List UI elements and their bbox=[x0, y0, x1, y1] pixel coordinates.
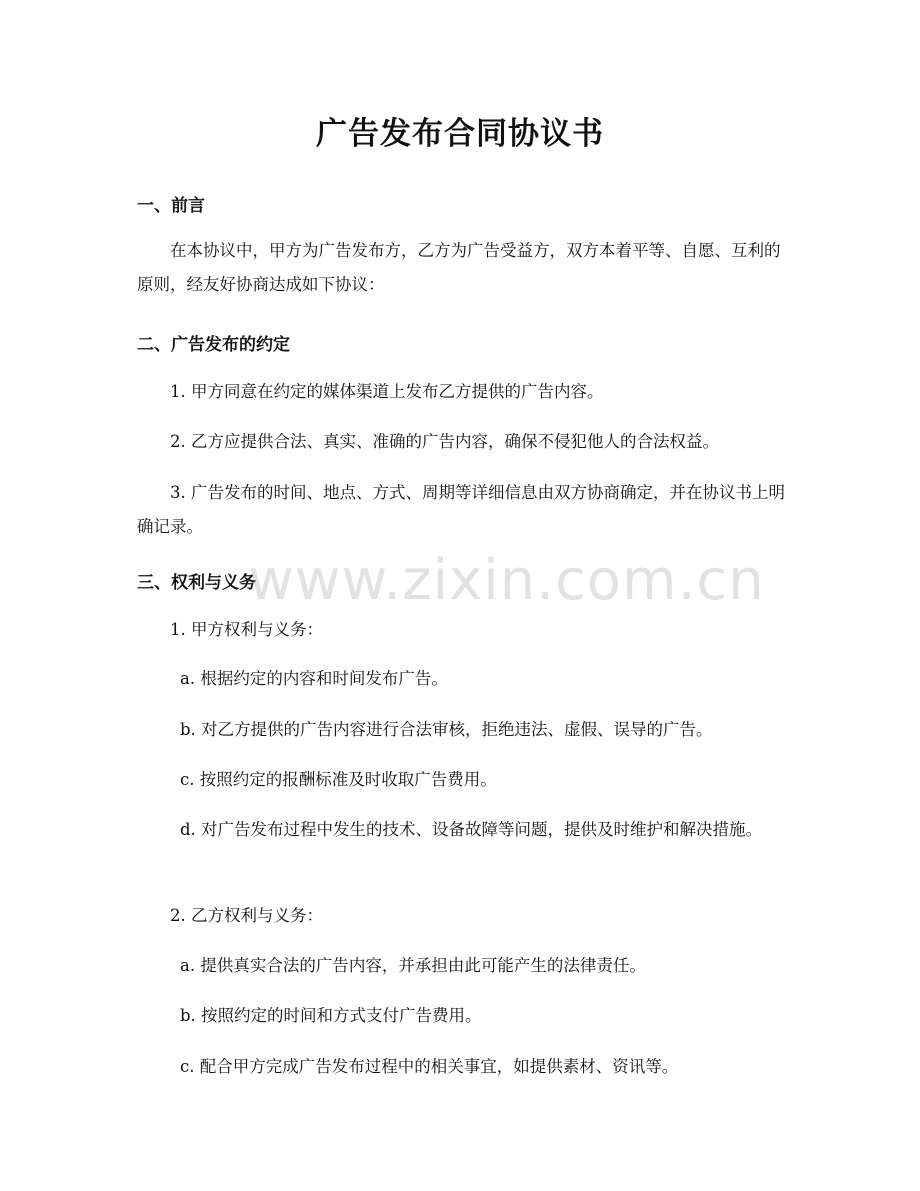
party-b-item-c: c. 配合甲方完成广告发布过程中的相关事宜，如提供素材、资讯等。 bbox=[180, 1057, 679, 1076]
party-b-heading: 2. 乙方权利与义务： bbox=[170, 906, 323, 925]
party-a-item-b: b. 对乙方提供的广告内容进行合法审核，拒绝违法、虚假、误导的广告。 bbox=[180, 720, 713, 739]
party-a-item-c: c. 按照约定的报酬标准及时收取广告费用。 bbox=[180, 770, 497, 789]
document-title: 广告发布合同协议书 bbox=[316, 116, 604, 152]
party-b-item-b: b. 按照约定的时间和方式支付广告费用。 bbox=[180, 1006, 482, 1025]
clause-2-1: 1. 甲方同意在约定的媒体渠道上发布乙方提供的广告内容。 bbox=[170, 382, 604, 401]
section-heading-ad-publishing: 二、广告发布的约定 bbox=[137, 335, 290, 355]
clause-2-2: 2. 乙方应提供合法、真实、准确的广告内容，确保不侵犯他人的合法权益。 bbox=[170, 432, 719, 451]
watermark: www.zixin.com.cn bbox=[248, 548, 765, 613]
party-a-heading: 1. 甲方权利与义务： bbox=[170, 620, 323, 639]
party-a-item-a: a. 根据约定的内容和时间发布广告。 bbox=[180, 669, 448, 688]
section-heading-preface: 一、前言 bbox=[137, 196, 205, 216]
party-b-item-a: a. 提供真实合法的广告内容，并承担由此可能产生的法律责任。 bbox=[180, 956, 646, 975]
clause-2-3: 3. 广告发布的时间、地点、方式、周期等详细信息由双方协商确定，并在协议书上明确记录。 bbox=[137, 483, 785, 536]
section-heading-rights-obligations: 三、权利与义务 bbox=[137, 573, 256, 593]
paragraph-preface: 在本协议中，甲方为广告发布方，乙方为广告受益方，双方本着平等、自愿、互利的原则，经友好协商达成如下协议： bbox=[137, 241, 781, 294]
party-a-item-d: d. 对广告发布过程中发生的技术、设备故障等问题，提供及时维护和解决措施。 bbox=[180, 820, 763, 839]
